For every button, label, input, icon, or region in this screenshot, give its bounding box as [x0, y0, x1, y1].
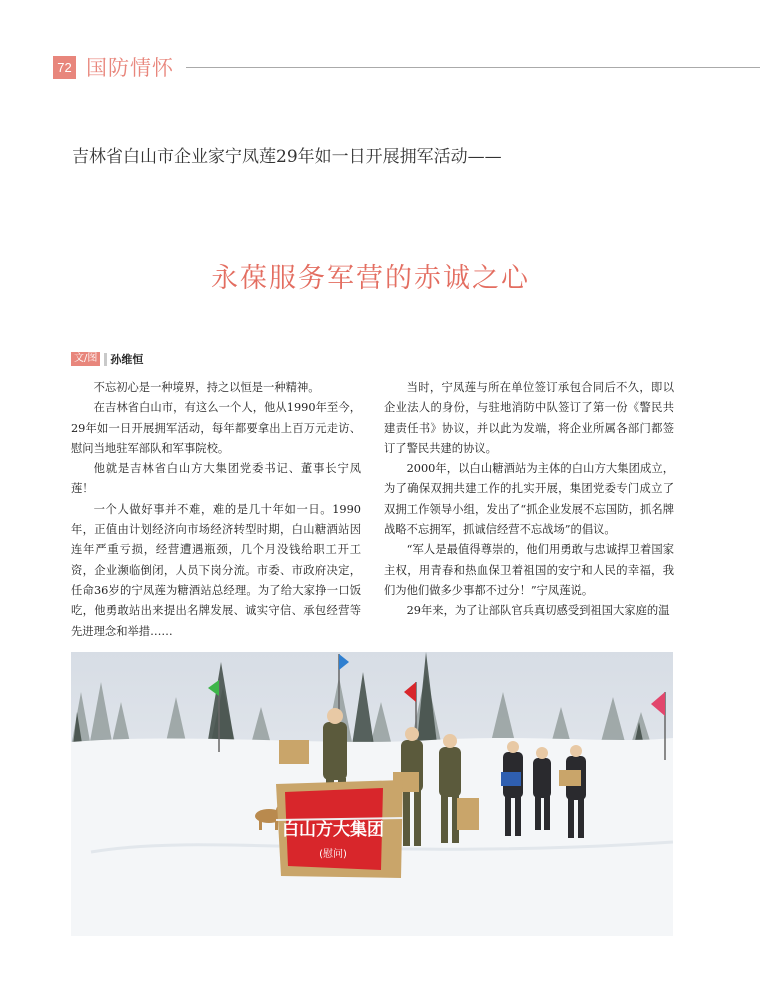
paragraph: 一个人做好事并不难，难的是几十年如一日。1990年，正值由计划经济向市场经济转型时期，白山糖酒站因连年严重亏损，经营遭遇瓶颈，几个月没钱给职工开工资，企业濒临倒闭，人员下岗分流。市委、市政府决定，任命36岁的宁凤莲为糖酒站总经理。为了给大家挣一口饭吃，他勇敢站出来提出名牌发展、诚实守信、承包经营等先进理念和举措…… [71, 502, 361, 638]
paragraph: 2000年，以白山糖酒站为主体的白山方大集团成立，为了确保双拥共建工作的扎实开展，集团党委专门成立了双拥工作领导小组，发出了“抓企业发展不忘国防，抓名牌战略不忘拥军，抓诚信经营不忘战场”的倡议。 [384, 462, 674, 537]
byline-author: 孙维恒 [110, 353, 144, 366]
article-photo [71, 652, 673, 936]
paragraph: 他就是吉林省白山方大集团党委书记、董事长宁凤莲！ [71, 462, 361, 496]
right-column [384, 378, 674, 622]
paragraph: “军人是最值得尊崇的，他们用勇敢与忠诚捍卫着国家主权，用青春和热血保卫着祖国的安宁和人民的幸福，我们为他们做多少事都不过分！”宁凤莲说。 [384, 543, 674, 597]
box-sign-text: 白山方大集团 [282, 820, 384, 840]
section-title: 国防情怀 [86, 56, 174, 80]
box-sign-subtext: (慰问) [319, 849, 347, 860]
paragraph: 29年来，为了让部队官兵真切感受到祖国大家庭的温 [406, 604, 670, 618]
article-headline: 永葆服务军营的赤诚之心 [211, 263, 530, 294]
snow-scene-illustration [71, 652, 673, 936]
left-column [71, 378, 361, 642]
byline-tag: 文/图 [71, 352, 100, 366]
article-subtitle: 吉林省白山市企业家宁凤莲29年如一日开展拥军活动—— [72, 147, 502, 167]
byline [71, 351, 143, 367]
paragraph: 当时，宁凤莲与所在单位签订承包合同后不久，即以企业法人的身份，与驻地消防中队签订了第一份《警民共建责任书》协议，并以此为发端，将企业所属各部门都签订了警民共建的协议。 [384, 381, 674, 455]
page-number: 72 [53, 56, 76, 79]
paragraph: 在吉林省白山市，有这么一个人，他从1990年至今，29年如一日开展拥军活动，每年都要拿出上百万元走访、慰问当地驻军部队和军事院校。 [71, 401, 361, 455]
header-rule [186, 67, 760, 68]
paragraph: 不忘初心是一种境界，持之以恒是一种精神。 [93, 381, 320, 394]
byline-separator [104, 353, 107, 366]
